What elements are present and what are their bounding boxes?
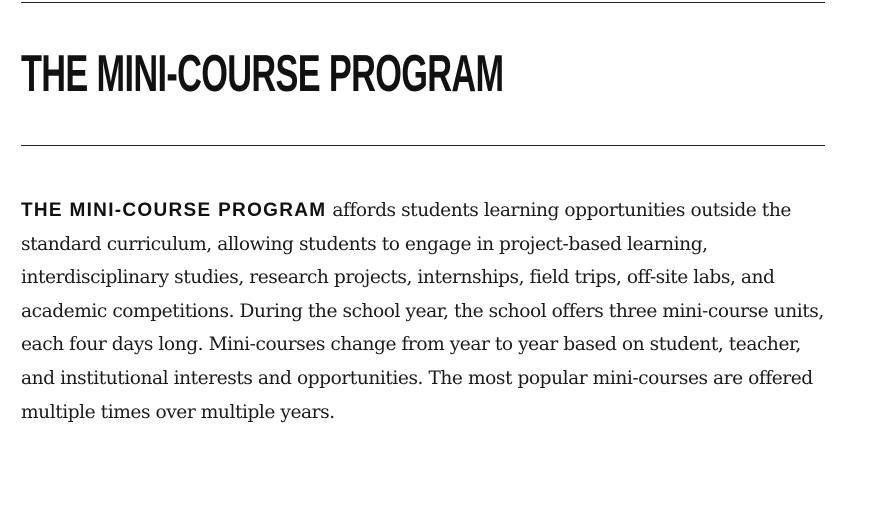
body-text: affords students learning opportunities outside the standard curriculum, allowing students to engage in project-based learning, interdisciplinary studies, research projects, internships, field trips, off-site labs, and academic competitions. During the school year, the school offers three mini-course units, each four days long. Mini-courses change from year to year based on student, teacher, and institutional interests and opportunities. The most popular mini-courses are offered multiple times over multiple years. — [21, 200, 824, 423]
top-divider — [21, 2, 825, 3]
title-divider — [21, 145, 825, 146]
body-paragraph — [21, 194, 825, 429]
page-title: THE MINI-COURSE PROGRAM — [21, 45, 504, 103]
lead-in-heading: THE MINI-COURSE PROGRAM — [21, 200, 327, 221]
